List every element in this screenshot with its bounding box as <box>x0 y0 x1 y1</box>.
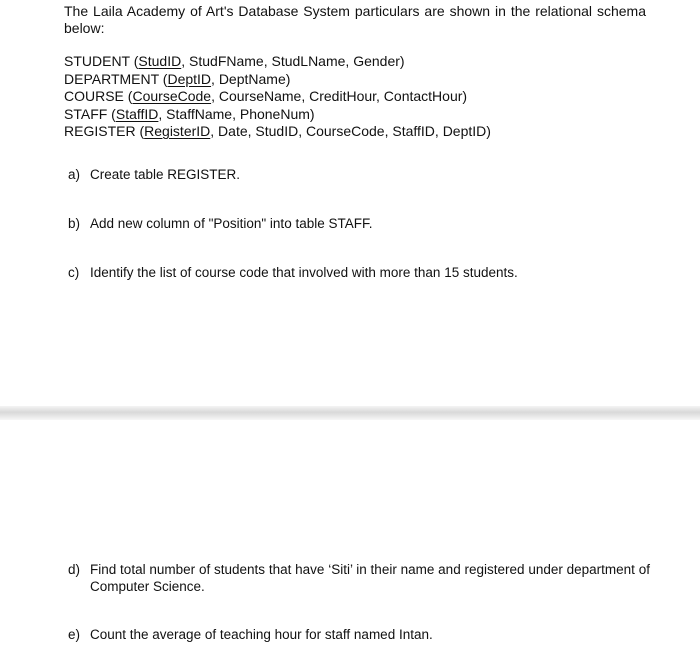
table-name: STAFF <box>64 105 108 122</box>
primary-key: RegisterID <box>144 123 211 139</box>
table-name: DEPARTMENT <box>64 70 159 87</box>
primary-key: DeptID <box>167 70 212 87</box>
attributes: , CourseName, CreditHour, ContactHour) <box>211 88 468 104</box>
intro-paragraph <box>64 3 646 37</box>
table-name: REGISTER <box>64 123 136 139</box>
attributes: , StaffName, PhoneNum) <box>158 105 315 122</box>
question-text: Identify the list of course code that involved with more than 15 students. <box>90 265 518 280</box>
question-d <box>68 561 650 595</box>
schema-staff: STAFF (StaffID, StaffName, PhoneNum) <box>64 105 315 122</box>
relational-schema <box>64 53 491 141</box>
table-name: COURSE <box>64 88 124 104</box>
attributes: , Date, StudID, CourseCode, StaffID, DeptID) <box>210 123 491 139</box>
primary-key: StudID <box>138 53 182 69</box>
question-text: Add new column of "Position" into table STAFF. <box>90 216 373 231</box>
question-label: d) <box>68 562 81 577</box>
attributes: , DeptName) <box>211 70 291 87</box>
question-text: Create table REGISTER. <box>90 167 241 182</box>
page-divider <box>0 406 700 420</box>
question-a <box>68 166 240 183</box>
question-c <box>68 264 518 281</box>
question-b <box>68 215 372 232</box>
question-label: c) <box>68 265 80 280</box>
question-label: e) <box>68 627 81 642</box>
primary-key: CourseCode <box>132 88 212 104</box>
question-text: Count the average of teaching hour for staff named Intan. <box>90 627 433 642</box>
primary-key: StaffID <box>115 105 159 122</box>
schema-student: STUDENT (StudID, StudFName, StudLName, Gender) <box>64 53 405 69</box>
question-text: Find total number of students that have ‘Siti’ in their name and registered under department of Computer Science. <box>90 562 650 594</box>
table-name: STUDENT <box>64 53 130 69</box>
intro-line-2: schema below: <box>64 3 646 36</box>
question-e <box>68 626 433 643</box>
question-label: b) <box>68 216 81 231</box>
intro-line-1: The Laila Academy of Art's Database System particulars are shown in the relational <box>64 3 593 19</box>
attributes: , StudFName, StudLName, Gender) <box>181 53 405 69</box>
schema-department: DEPARTMENT (DeptID, DeptName) <box>64 70 291 87</box>
schema-register: REGISTER (RegisterID, Date, StudID, CourseCode, StaffID, DeptID) <box>64 123 491 139</box>
question-label: a) <box>68 167 81 182</box>
schema-course: COURSE (CourseCode, CourseName, CreditHour, ContactHour) <box>64 88 468 104</box>
